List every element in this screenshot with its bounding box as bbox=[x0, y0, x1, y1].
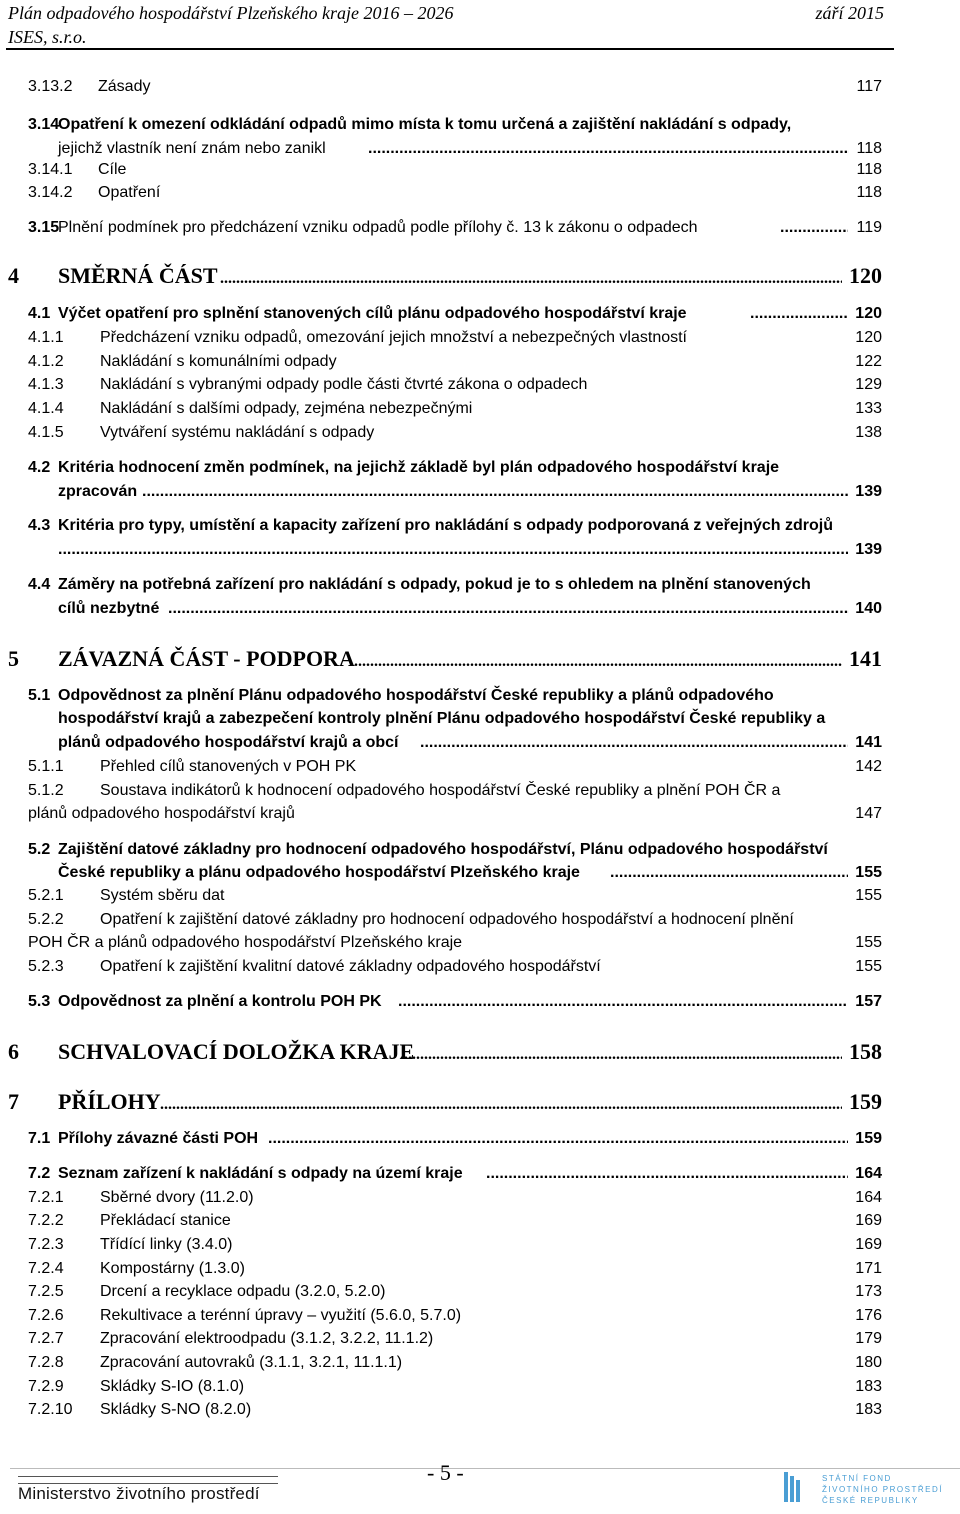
toc-entry[interactable]: 7.2.5 Drcení a recyklace odpadu (3.2.0, 5.2.0) 173 bbox=[28, 1283, 882, 1300]
toc-entry[interactable]: 4.4 Záměry na potřebná zařízení pro nakládání s odpady, pokud je to s ohledem na plnění stanovených bbox=[28, 576, 811, 593]
toc-entry[interactable]: 7.1 Přílohy závazné části POH ..... 159 bbox=[28, 1127, 882, 1151]
toc-entry[interactable]: 5.2.1 Systém sběru dat 155 bbox=[28, 887, 882, 904]
toc-entry[interactable]: 5.2.3 Opatření k zajištění kvalitní datové základny odpadového hospodářství 155 bbox=[28, 958, 882, 975]
toc-entry[interactable]: 4.1.2 Nakládání s komunálními odpady 122 bbox=[28, 353, 882, 370]
toc-entry[interactable]: 4.1.5 Vytváření systému nakládání s odpady 138 bbox=[28, 424, 882, 441]
toc-chapter[interactable]: 6 SCHVALOVACÍ DOLOŽKA KRAJE ..... 158 bbox=[8, 1037, 882, 1067]
toc-entry[interactable]: 7.2.1 Sběrné dvory (11.2.0) 164 bbox=[28, 1189, 882, 1206]
toc-entry[interactable]: 5.1.1 Přehled cílů stanovených v POH PK 142 bbox=[28, 758, 882, 775]
footer-divider bbox=[10, 1468, 960, 1469]
fund-logo bbox=[784, 1470, 954, 1510]
toc-chapter[interactable]: 7 PŘÍLOHY ..... 159 bbox=[8, 1087, 882, 1117]
toc-entry[interactable]: 3.14 Opatření k omezení odkládání odpadů mimo místa k tomu určená a zajištění nakládání s odpady, bbox=[28, 116, 792, 133]
toc-entry[interactable]: 7.2.10 Skládky S-NO (8.2.0) 183 bbox=[28, 1401, 882, 1418]
toc-entry[interactable]: 7.2.3 Třídící linky (3.4.0) 169 bbox=[28, 1236, 882, 1253]
toc-entry[interactable]: 7.2.7 Zpracování elektroodpadu (3.1.2, 3.2.2, 11.1.2) 179 bbox=[28, 1330, 882, 1347]
toc-entry[interactable]: 7.2 Seznam zařízení k nakládání s odpady na území kraje ..... 164 bbox=[28, 1162, 882, 1186]
toc-entry[interactable]: 4.1.4 Nakládání s dalšími odpady, zejména nebezpečnými 133 bbox=[28, 400, 882, 417]
fund-name-line3: ČESKÉ REPUBLIKY bbox=[822, 1496, 919, 1505]
toc-entry[interactable]: 7.2.6 Rekultivace a terénní úpravy – využití (5.6.0, 5.7.0) 176 bbox=[28, 1307, 882, 1324]
toc-chapter[interactable]: 5 ZÁVAZNÁ ČÁST - PODPORA ..... 141 bbox=[8, 644, 882, 674]
header-company: ISES, s.r.o. bbox=[8, 27, 87, 47]
toc-entry[interactable]: 3.15 Plnění podmínek pro předcházení vzniku odpadů podle přílohy č. 13 k zákonu o odpadech ..... 119 bbox=[28, 216, 882, 240]
toc-entry[interactable]: 3.14.2 Opatření 118 bbox=[28, 184, 882, 201]
toc-entry[interactable]: 7.2.2 Překládací stanice 169 bbox=[28, 1212, 882, 1229]
toc-entry[interactable]: 3.13.2 Zásady 117 bbox=[28, 78, 882, 95]
toc-entry[interactable]: 7.2.8 Zpracování autovraků (3.1.1, 3.2.1, 11.1.1) 180 bbox=[28, 1354, 882, 1371]
fund-logo-icon bbox=[784, 1472, 804, 1502]
toc-entry[interactable]: 3.14.1 Cíle 118 bbox=[28, 161, 882, 178]
toc-entry-continuation[interactable]: POH ČR a plánů odpadového hospodářství Plzeňského kraje 155 bbox=[28, 934, 882, 951]
toc-entry[interactable]: 4.2 Kritéria hodnocení změn podmínek, na jejichž základě byl plán odpadového hospodářství kraje bbox=[28, 459, 780, 476]
toc-entry[interactable]: 4.1.1 Předcházení vzniku odpadů, omezování jejich množství a nebezpečných vlastností 120 bbox=[28, 329, 882, 346]
toc-entry-continuation[interactable]: plánů odpadového hospodářství krajů 147 bbox=[28, 805, 882, 822]
toc-entry-continuation[interactable]: plánů odpadového hospodářství krajů a obcí ..... 141 bbox=[28, 731, 882, 755]
toc-entry[interactable]: 7.2.9 Skládky S-IO (8.1.0) 183 bbox=[28, 1378, 882, 1395]
toc-entry[interactable]: 4.1 Výčet opatření pro splnění stanovených cílů plánu odpadového hospodářství kraje ..... 120 bbox=[28, 302, 882, 326]
ministry-name: Ministerstvo životního prostředí bbox=[18, 1484, 260, 1503]
header-divider bbox=[6, 48, 894, 50]
header-title: Plán odpadového hospodářství Plzeňského kraje 2016 – 2026 bbox=[8, 3, 454, 23]
toc-entry-continuation[interactable]: hospodářství krajů a zabezpečení kontroly plnění Plánu odpadového hospodářství České republiky a bbox=[58, 710, 826, 727]
toc-entry-continuation[interactable]: ..... 139 bbox=[28, 538, 882, 562]
toc-entry[interactable]: 5.1 Odpovědnost za plnění Plánu odpadového hospodářství České republiky a plánů odpadového bbox=[28, 687, 774, 704]
fund-name-line1: STÁTNÍ FOND bbox=[822, 1474, 892, 1483]
toc-entry[interactable]: 5.2 Zajištění datové základny pro hodnocení odpadového hospodářství, Plánu odpadového hospodářství bbox=[28, 841, 828, 858]
toc-chapter[interactable]: 4 SMĚRNÁ ČÁST ..... 120 bbox=[8, 261, 882, 291]
toc-entry[interactable]: 4.3 Kritéria pro typy, umístění a kapacity zařízení pro nakládání s odpady podporovaná z veřejných zdrojů bbox=[28, 517, 834, 534]
header-date: září 2015 bbox=[815, 3, 884, 23]
ministry-logo bbox=[10, 1478, 280, 1508]
toc-entry-continuation[interactable]: cílů nezbytné ..... 140 bbox=[28, 597, 882, 621]
toc-entry[interactable]: 7.2.4 Kompostárny (1.3.0) 171 bbox=[28, 1260, 882, 1277]
header-title-line bbox=[8, 0, 884, 26]
toc-entry-continuation[interactable]: jejichž vlastník není znám nebo zanikl ..... 118 bbox=[28, 137, 882, 161]
toc-entry[interactable]: 5.2.2 Opatření k zajištění datové základny pro hodnocení odpadového hospodářství a hodnocení plnění bbox=[28, 911, 794, 928]
toc-entry-continuation[interactable]: České republiky a plánu odpadového hospodářství Plzeňského kraje ..... 155 bbox=[28, 861, 882, 885]
toc-entry[interactable]: 5.3 Odpovědnost za plnění a kontrolu POH PK ..... 157 bbox=[28, 990, 882, 1014]
page-number: - 5 - bbox=[427, 1460, 464, 1485]
ministry-logo-lines bbox=[18, 1476, 278, 1484]
toc-entry[interactable]: 5.1.2 Soustava indikátorů k hodnocení odpadového hospodářství České republiky a plnění POH ČR a bbox=[28, 782, 781, 799]
fund-name-line2: ŽIVOTNÍHO PROSTŘEDÍ bbox=[822, 1485, 943, 1494]
toc-entry-continuation[interactable]: zpracován ..... 139 bbox=[28, 480, 882, 504]
header-company-line bbox=[8, 26, 884, 48]
toc-entry[interactable]: 4.1.3 Nakládání s vybranými odpady podle části čtvrté zákona o odpadech 129 bbox=[28, 376, 882, 393]
